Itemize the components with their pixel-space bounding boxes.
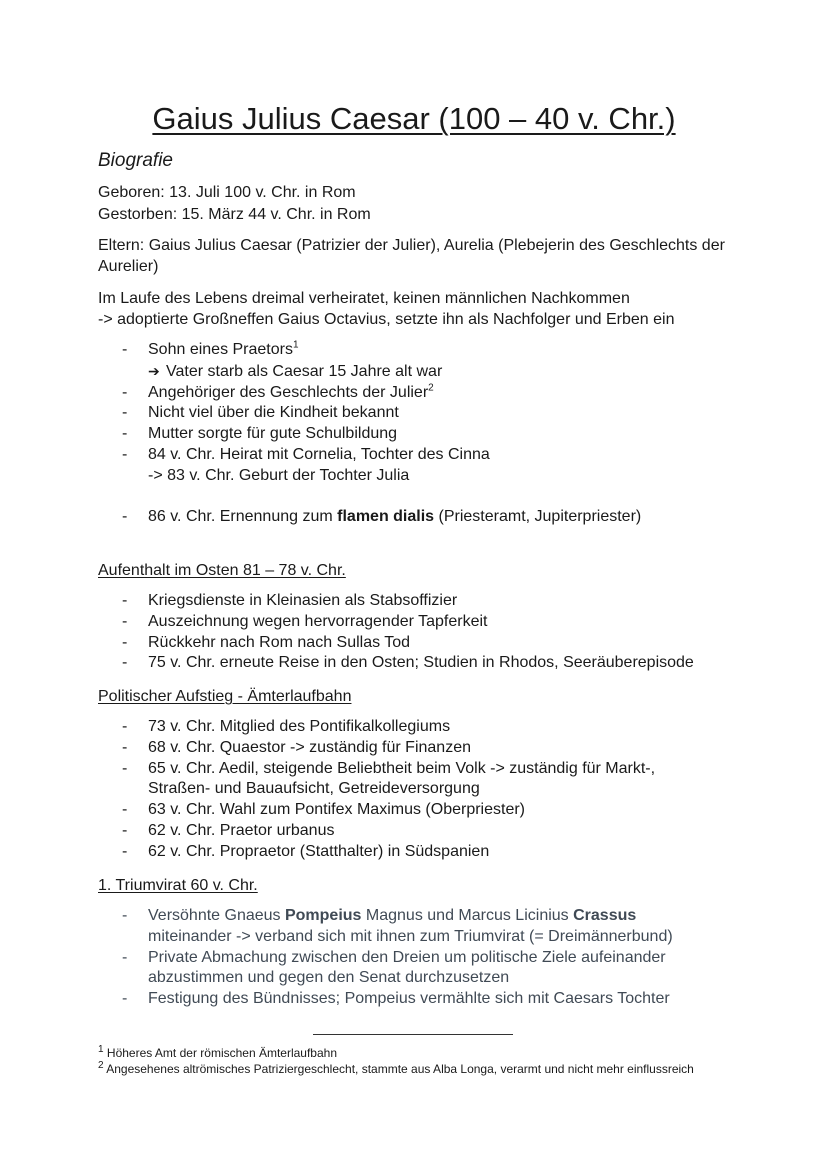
east-list: [122, 591, 742, 674]
list-item: - Festigung des Bündnisses; Pompeius vermählte sich mit Caesars Tochter: [122, 989, 722, 1010]
parents-paragraph: Eltern: Gaius Julius Caesar (Patrizier der Julier), Aurelia (Plebejerin des Geschlechts der Aurelier): [98, 237, 725, 275]
marriage-line-1: Im Laufe des Lebens dreimal verheiratet, keinen männlichen Nachkommen: [98, 290, 630, 307]
marriage-line-2: -> adoptierte Großneffen Gaius Octavius, setzte ihn als Nachfolger und Erben ein: [98, 311, 675, 328]
list-item: - 73 v. Chr. Mitglied des Pontifikalkollegiums: [122, 717, 742, 738]
section-heading-east: Aufenthalt im Osten 81 – 78 v. Chr.: [98, 562, 346, 579]
biography-list-2: [122, 507, 742, 528]
list-item: - 86 v. Chr. Ernennung zum flamen dialis (Priesteramt, Jupiterpriester): [122, 507, 742, 528]
list-item: - Kriegsdienste in Kleinasien als Stabsoffizier: [122, 591, 742, 612]
born-line: Geboren: 13. Juli 100 v. Chr. in Rom: [98, 184, 356, 201]
list-item: - Sohn eines Praetors$^1$: [122, 340, 742, 361]
section-heading-triumvirate: 1. Triumvirat 60 v. Chr.: [98, 877, 258, 894]
list-item-sub: -> 83 v. Chr. Geburt der Tochter Julia: [148, 466, 410, 484]
list-item: - 62 v. Chr. Praetor urbanus: [122, 821, 742, 842]
list-item: - 62 v. Chr. Propraetor (Statthalter) in Südspanien: [122, 842, 742, 863]
list-item: - 65 v. Chr. Aedil, steigende Beliebtheit beim Volk -> zuständig für Markt-, Straßen- und Bauaufsicht, Getreideversorgung: [122, 759, 708, 801]
list-item: - 84 v. Chr. Heirat mit Cornelia, Tochter des Cinna: [122, 445, 742, 466]
page-title: Gaius Julius Caesar (100 – 40 v. Chr.): [152, 101, 676, 136]
list-item: - Private Abmachung zwischen den Dreien um politische Ziele aufeinander abzustimmen und gegen den Senat durchzusetzen: [122, 948, 722, 990]
biography-list: [122, 340, 742, 487]
footnote-ref: 1: [292, 339, 299, 351]
list-item: - 68 v. Chr. Quaestor -> zuständig für Finanzen: [122, 738, 742, 759]
section-heading-career: Politischer Aufstieg - Ämterlaufbahn: [98, 688, 352, 705]
bold-name: Pompeius: [284, 907, 362, 924]
list-item: - Auszeichnung wegen hervorragender Tapferkeit: [122, 612, 742, 633]
footnote-ref: 2: [428, 382, 434, 394]
died-line: Gestorben: 15. März 44 v. Chr. in Rom: [98, 206, 371, 223]
list-item: - Nicht viel über die Kindheit bekannt: [122, 403, 742, 424]
list-item: - Rückkehr nach Rom nach Sullas Tod: [122, 633, 742, 654]
section-subtitle: Biografie: [98, 150, 173, 171]
footnote-2: $^2$ Angesehenes altrömisches Patriziergeschlecht, stammte aus Alba Longa, verarmt und nicht mehr einflussreich: [98, 1060, 694, 1076]
arrow-right-icon: ➔: [148, 362, 160, 379]
list-item: - Versöhnte Gnaeus Pompeius Magnus und Marcus Licinius Crassus miteinander -> verband sich mit ihnen zum Triumvirat (= Dreimännerbund): [122, 906, 722, 948]
bold-term: flamen dialis: [337, 508, 435, 525]
triumvirate-list: [122, 906, 722, 1010]
bold-name: Crassus: [573, 907, 637, 924]
footnote-1: $^1$ Höheres Amt der römischen Ämterlaufbahn: [98, 1044, 338, 1060]
career-list: [122, 717, 742, 863]
list-item: - 63 v. Chr. Wahl zum Pontifex Maximus (Oberpriester): [122, 800, 742, 821]
list-item: - 75 v. Chr. erneute Reise in den Osten; Studien in Rhodos, Seeräuberepisode: [122, 653, 742, 674]
list-item: - Angehöriger des Geschlechts der Julier$^2$: [122, 383, 742, 404]
list-item: - Mutter sorgte für gute Schulbildung: [122, 424, 742, 445]
footnote-divider: [313, 1034, 513, 1035]
list-item-sub: ➔ Vater starb als Caesar 15 Jahre alt war: [148, 362, 443, 380]
